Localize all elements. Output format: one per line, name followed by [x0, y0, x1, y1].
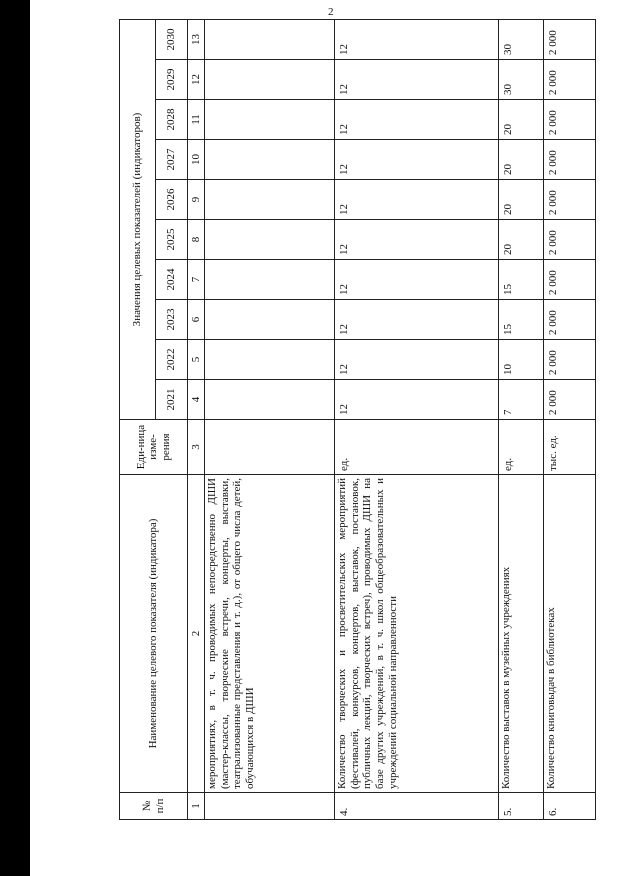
indicator-value: 12: [335, 340, 499, 380]
header-year: 2023: [156, 300, 188, 340]
indicator-value: 2 000: [544, 220, 596, 260]
indicator-value: [205, 180, 335, 220]
indicator-value: 2 000: [544, 380, 596, 420]
indicator-value: 12: [335, 300, 499, 340]
indicator-value: 20: [499, 100, 544, 140]
indicator-value: 2 000: [544, 180, 596, 220]
indicator-value: [205, 220, 335, 260]
column-number: 4: [188, 380, 205, 420]
indicator-value: 30: [499, 60, 544, 100]
column-number: 11: [188, 100, 205, 140]
column-number: 13: [188, 20, 205, 60]
indicator-value: 12: [335, 140, 499, 180]
row-index: [205, 793, 335, 820]
column-number: 6: [188, 300, 205, 340]
indicator-value: [205, 140, 335, 180]
indicator-name: мероприятиях, в т. ч. проводимых непосредственно ДШИ (мастер-классы, творческие встречи, концерты, выставки, театрализованные представления и т. д.), от общего числа детей, обучающихся в ДШИ: [205, 475, 335, 793]
header-year: 2026: [156, 180, 188, 220]
indicator-value: 15: [499, 260, 544, 300]
row-index: 6.: [544, 793, 596, 820]
indicator-value: 7: [499, 380, 544, 420]
indicator-value: 12: [335, 60, 499, 100]
indicator-value: 20: [499, 220, 544, 260]
indicator-name: Количество книговыдач в библиотеках: [544, 475, 596, 793]
indicator-value: 2 000: [544, 260, 596, 300]
header-year: 2027: [156, 140, 188, 180]
indicator-value: 2 000: [544, 60, 596, 100]
column-number: 10: [188, 140, 205, 180]
indicator-value: 20: [499, 140, 544, 180]
indicator-value: 12: [335, 260, 499, 300]
row-index: 5.: [499, 793, 544, 820]
header-year: 2021: [156, 380, 188, 420]
header-year: 2024: [156, 260, 188, 300]
indicator-value: 20: [499, 180, 544, 220]
indicator-value: [205, 100, 335, 140]
scan-dark-edge: [0, 0, 30, 876]
indicator-value: 10: [499, 340, 544, 380]
column-number: 1: [188, 793, 205, 820]
header-unit: Еди-ница изме-рения: [120, 420, 188, 475]
indicator-value: 2 000: [544, 300, 596, 340]
table-row: [205, 20, 335, 820]
indicator-unit: ед.: [499, 420, 544, 475]
header-year: 2022: [156, 340, 188, 380]
indicator-unit: [205, 420, 335, 475]
header-row-top: [120, 20, 156, 820]
indicator-value: 2 000: [544, 340, 596, 380]
indicator-value: 2 000: [544, 20, 596, 60]
indicator-table-rotated: [119, 20, 595, 820]
indicator-table: [119, 19, 596, 820]
indicator-value: [205, 300, 335, 340]
indicator-value: [205, 60, 335, 100]
column-number: 7: [188, 260, 205, 300]
indicator-name: Количество творческих и просветительских мероприятий (фестивалей, конкурсов, концертов, выставок, постановок, публичных лекций, творческих встреч), проводимых ДШИ на базе других учреждений, в т. ч. школ общеобразовательных и учреждений социальной направленности: [335, 475, 499, 793]
indicator-value: [205, 340, 335, 380]
column-number: 8: [188, 220, 205, 260]
column-number: 2: [188, 475, 205, 793]
header-year: 2025: [156, 220, 188, 260]
header-values-group: Значения целевых показателей (индикаторов): [120, 20, 156, 420]
column-number: 5: [188, 340, 205, 380]
indicator-value: 12: [335, 180, 499, 220]
table-row: [335, 20, 499, 820]
header-year: 2029: [156, 60, 188, 100]
header-index: № п/п: [120, 793, 188, 820]
header-year: 2030: [156, 20, 188, 60]
column-number-row: [188, 20, 205, 820]
indicator-unit: тыс. ед.: [544, 420, 596, 475]
row-index: 4.: [335, 793, 499, 820]
indicator-value: 15: [499, 300, 544, 340]
indicator-value: [205, 260, 335, 300]
page-number: 2: [328, 6, 334, 18]
column-number: 9: [188, 180, 205, 220]
table-row: [544, 20, 596, 820]
indicator-value: [205, 380, 335, 420]
column-number: 12: [188, 60, 205, 100]
header-name: Наименование целевого показателя (индикатора): [120, 475, 188, 793]
indicator-value: 12: [335, 380, 499, 420]
indicator-value: 2 000: [544, 140, 596, 180]
indicator-value: 12: [335, 220, 499, 260]
table-row: [499, 20, 544, 820]
indicator-value: 12: [335, 20, 499, 60]
indicator-name: Количество выставок в музейных учреждениях: [499, 475, 544, 793]
column-number: 3: [188, 420, 205, 475]
indicator-value: 30: [499, 20, 544, 60]
indicator-value: 2 000: [544, 100, 596, 140]
indicator-value: [205, 20, 335, 60]
indicator-value: 12: [335, 100, 499, 140]
header-year: 2028: [156, 100, 188, 140]
indicator-unit: ед.: [335, 420, 499, 475]
